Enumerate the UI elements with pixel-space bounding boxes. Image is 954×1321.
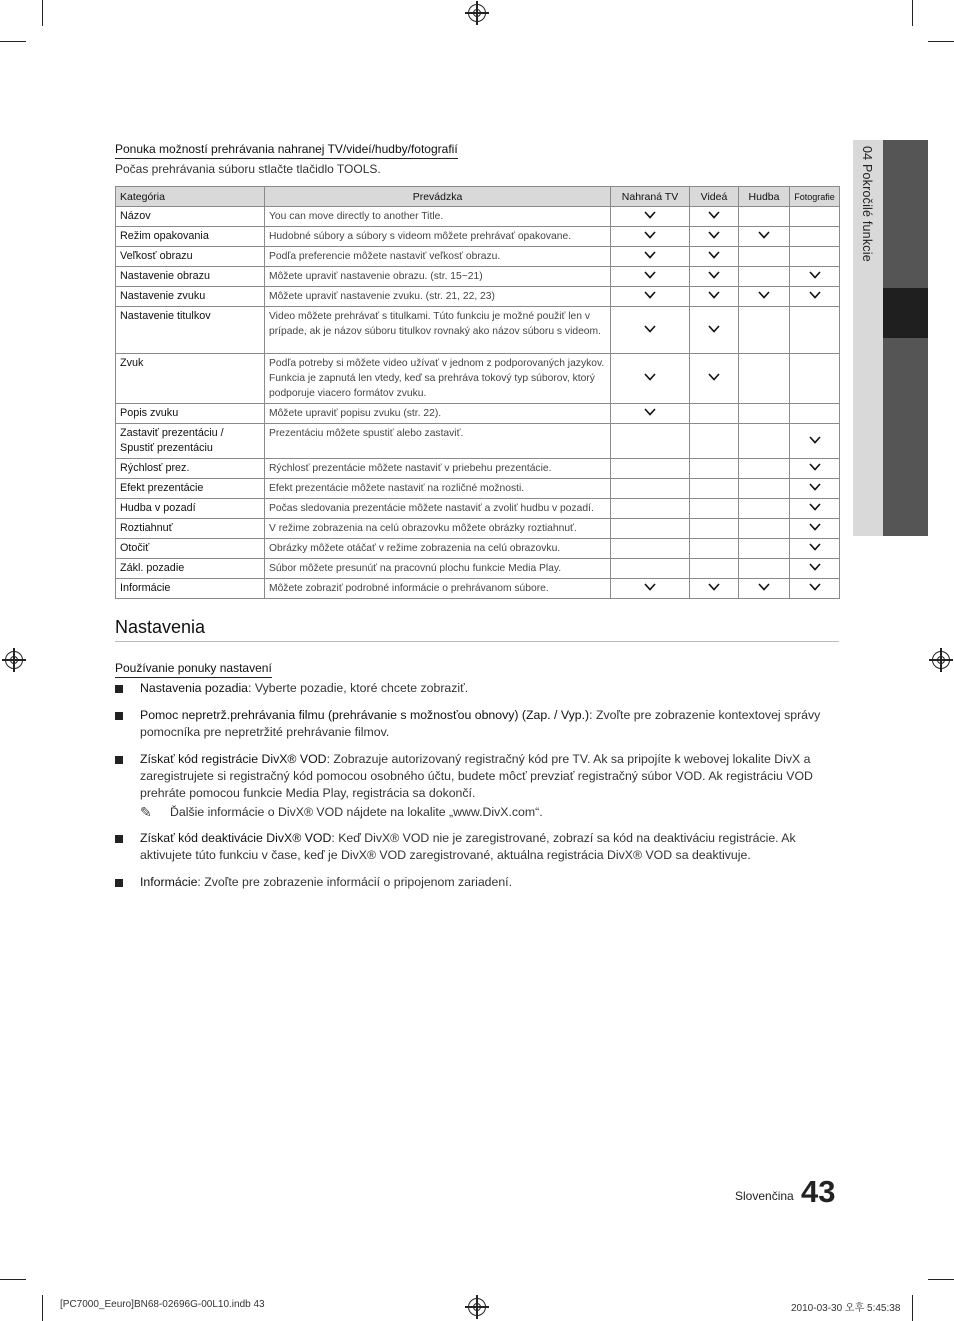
support-cell <box>790 287 840 307</box>
description-cell: Môžete upraviť nastavenie obrazu. (str. 15~21) <box>265 267 611 287</box>
playback-options-heading-wrap <box>115 140 458 159</box>
support-cell <box>739 287 790 307</box>
section-divider <box>115 641 839 642</box>
bullet-text: : Zvoľte pre zobrazenie kontextovej správy pomocníka pre nepretržité prehrávanie filmov. <box>140 708 821 739</box>
category-cell: Nastavenie zvuku <box>116 287 265 307</box>
chevron-down-icon <box>708 270 720 282</box>
category-cell: Efekt prezentácie <box>116 479 265 499</box>
list-item <box>115 680 840 697</box>
support-cell <box>690 354 739 404</box>
settings-subheading: Používanie ponuky nastavení <box>115 661 272 678</box>
description-cell: Obrázky môžete otáčať v režime zobrazenia na celú obrazovku. <box>265 539 611 559</box>
description-cell: Rýchlosť prezentácie môžete nastaviť v priebehu prezentácie. <box>265 459 611 479</box>
category-cell: Názov <box>116 207 265 227</box>
table-row <box>116 479 840 499</box>
support-cell <box>739 227 790 247</box>
intro-text <box>115 162 381 176</box>
support-cell <box>690 287 739 307</box>
description-cell: You can move directly to another Title. <box>265 207 611 227</box>
support-cell <box>790 404 840 424</box>
header-music: Hudba <box>739 187 790 207</box>
support-cell <box>790 579 840 599</box>
category-cell: Roztiahnuť <box>116 519 265 539</box>
support-cell <box>790 227 840 247</box>
category-cell: Režim opakovania <box>116 227 265 247</box>
registration-mark-icon <box>932 651 950 669</box>
bullet-square-icon <box>115 712 123 720</box>
registration-mark-icon <box>468 4 486 22</box>
table-row <box>116 354 840 404</box>
chevron-down-icon <box>809 435 821 447</box>
support-cell <box>790 479 840 499</box>
header-videos: Videá <box>690 187 739 207</box>
options-table <box>115 186 840 599</box>
support-cell <box>739 499 790 519</box>
chevron-down-icon <box>644 582 656 594</box>
header-recorded-tv: Nahraná TV <box>611 187 690 207</box>
support-cell <box>739 519 790 539</box>
support-cell <box>739 307 790 354</box>
support-cell <box>790 307 840 354</box>
support-cell <box>739 404 790 424</box>
crop-mark <box>0 1279 26 1280</box>
chevron-down-icon <box>758 582 770 594</box>
side-tab-label: 04 Pokročilé funkcie <box>860 146 874 262</box>
chevron-down-icon <box>644 250 656 262</box>
description-cell: Hudobné súbory a súbory s videom môžete prehrávať opakovane. <box>265 227 611 247</box>
support-cell <box>611 267 690 287</box>
category-cell: Zastaviť prezentáciu / Spustiť prezentáciu <box>116 424 265 459</box>
support-cell <box>611 287 690 307</box>
print-slug-file: [PC7000_Eeuro]BN68-02696G-00L10.indb 43 <box>60 1299 265 1310</box>
description-cell: Prezentáciu môžete spustiť alebo zastaviť. <box>265 424 611 459</box>
description-cell: V režime zobrazenia na celú obrazovku môžete obrázky roztiahnuť. <box>265 519 611 539</box>
chevron-down-icon <box>809 462 821 474</box>
bullet-square-icon <box>115 685 123 693</box>
category-cell: Informácie <box>116 579 265 599</box>
support-cell <box>790 424 840 459</box>
support-cell <box>739 459 790 479</box>
support-cell <box>611 307 690 354</box>
header-photos: Fotografie <box>790 187 840 207</box>
support-cell <box>611 479 690 499</box>
chevron-down-icon <box>644 270 656 282</box>
support-cell <box>790 354 840 404</box>
table-row <box>116 539 840 559</box>
chevron-down-icon <box>758 290 770 302</box>
language-label: Slovenčina <box>735 1189 794 1203</box>
bullet-text: : Zobrazuje autorizovaný registračný kód pre TV. Ak sa pripojíte k webovej lokalite DivX a zaregistrujete si registračný kód pomocou osobného účtu, budete môcť prevziať registračný súbor VOD. Ak registráciu VOD prehráte pomocou funkcie Media Play, registrácia sa dokončí. <box>140 752 813 800</box>
category-cell: Popis zvuku <box>116 404 265 424</box>
support-cell <box>611 227 690 247</box>
crop-mark <box>912 1295 913 1321</box>
table-header-row <box>116 187 840 207</box>
support-cell <box>739 267 790 287</box>
category-cell: Rýchlosť prez. <box>116 459 265 479</box>
bullet-square-icon <box>115 835 123 843</box>
table-row <box>116 227 840 247</box>
category-cell: Nastavenie titulkov <box>116 307 265 354</box>
side-tab-active-marker <box>883 288 928 338</box>
category-cell: Veľkosť obrazu <box>116 247 265 267</box>
support-cell <box>690 459 739 479</box>
table-row <box>116 404 840 424</box>
list-item <box>115 707 840 741</box>
category-cell: Zákl. pozadie <box>116 559 265 579</box>
support-cell <box>611 499 690 519</box>
support-cell <box>790 559 840 579</box>
chevron-down-icon <box>809 562 821 574</box>
list-item <box>115 751 840 802</box>
description-cell: Efekt prezentácie môžete nastaviť na rozličné možnosti. <box>265 479 611 499</box>
support-cell <box>690 307 739 354</box>
pencil-icon: ✎ <box>140 804 152 820</box>
support-cell <box>790 499 840 519</box>
crop-mark <box>928 41 954 42</box>
bullet-square-icon <box>115 879 123 887</box>
playback-options-heading: Ponuka možností prehrávania nahranej TV/videí/hudby/fotografií <box>115 142 458 159</box>
header-operation: Prevádzka <box>265 187 611 207</box>
crop-mark <box>42 0 43 26</box>
chevron-down-icon <box>809 502 821 514</box>
crop-mark <box>0 41 26 42</box>
support-cell <box>739 424 790 459</box>
support-cell <box>790 267 840 287</box>
chevron-down-icon <box>809 582 821 594</box>
print-slug-date: 2010-03-30 오후 5:45:38 <box>791 1303 901 1314</box>
chevron-down-icon <box>644 210 656 222</box>
chevron-down-icon <box>644 407 656 419</box>
bullet-term: Informácie <box>140 875 198 889</box>
chevron-down-icon <box>644 230 656 242</box>
category-cell: Nastavenie obrazu <box>116 267 265 287</box>
chevron-down-icon <box>809 542 821 554</box>
chevron-down-icon <box>708 372 720 384</box>
chevron-down-icon <box>708 250 720 262</box>
bullet-term: Získať kód deaktivácie DivX® VOD <box>140 831 332 845</box>
chevron-down-icon <box>708 230 720 242</box>
support-cell <box>690 539 739 559</box>
description-cell: Súbor môžete presunúť na pracovnú plochu funkcie Media Play. <box>265 559 611 579</box>
support-cell <box>690 424 739 459</box>
support-cell <box>739 539 790 559</box>
support-cell <box>739 354 790 404</box>
table-row <box>116 459 840 479</box>
support-cell <box>790 459 840 479</box>
chevron-down-icon <box>809 270 821 282</box>
support-cell <box>690 479 739 499</box>
side-tab-band <box>883 140 928 288</box>
settings-list <box>115 680 840 898</box>
registration-mark-icon <box>5 651 23 669</box>
support-cell <box>790 519 840 539</box>
support-cell <box>611 579 690 599</box>
chevron-down-icon <box>809 482 821 494</box>
description-cell: Môžete upraviť popisu zvuku (str. 22). <box>265 404 611 424</box>
chevron-down-icon <box>644 372 656 384</box>
support-cell <box>790 207 840 227</box>
chevron-down-icon <box>758 230 770 242</box>
support-cell <box>739 479 790 499</box>
bullet-term: Získať kód registrácie DivX® VOD <box>140 752 327 766</box>
support-cell <box>739 207 790 227</box>
support-cell <box>790 539 840 559</box>
settings-subheading-wrap <box>115 659 272 678</box>
tools-key: TOOLS <box>336 162 378 176</box>
bullet-term: Pomoc nepretrž.prehrávania filmu (prehrávanie s možnosťou obnovy) (Zap. / Vyp.) <box>140 708 590 722</box>
note-row <box>115 804 840 821</box>
chevron-down-icon <box>708 290 720 302</box>
settings-title: Nastavenia <box>115 617 206 637</box>
header-category: Kategória <box>116 187 265 207</box>
intro-text-after: . <box>377 162 381 176</box>
bullet-square-icon <box>115 756 123 764</box>
list-item <box>115 830 840 864</box>
support-cell <box>690 267 739 287</box>
chevron-down-icon <box>708 324 720 336</box>
support-cell <box>690 227 739 247</box>
side-tab-band <box>883 338 928 536</box>
table-row <box>116 207 840 227</box>
support-cell <box>690 404 739 424</box>
intro-text-before: Počas prehrávania súboru stlačte tlačidlo <box>115 162 337 176</box>
support-cell <box>611 404 690 424</box>
crop-mark <box>928 1279 954 1280</box>
page-number: 43 <box>801 1174 836 1209</box>
support-cell <box>611 424 690 459</box>
bullet-text: : Keď DivX® VOD nie je zaregistrované, zobrazí sa kód na deaktiváciu registrácie. Ak aktivujete túto funkciu v čase, keď je DivX® VOD zaregistrované, aktuálna registrácia DivX® VOD sa deaktivuje. <box>140 831 796 862</box>
table-row <box>116 579 840 599</box>
chevron-down-icon <box>809 522 821 534</box>
support-cell <box>611 539 690 559</box>
support-cell <box>790 247 840 267</box>
support-cell <box>611 247 690 267</box>
table-row <box>116 287 840 307</box>
note-text: Ďalšie informácie o DivX® VOD nájdete na lokalite „www.DivX.com“. <box>170 805 543 819</box>
list-item <box>115 874 840 891</box>
description-cell: Podľa preferencie môžete nastaviť veľkosť obrazu. <box>265 247 611 267</box>
support-cell <box>690 247 739 267</box>
support-cell <box>611 207 690 227</box>
bullet-text: : Zvoľte pre zobrazenie informácií o pripojenom zariadení. <box>197 875 513 889</box>
support-cell <box>690 207 739 227</box>
crop-mark <box>42 1295 43 1321</box>
support-cell <box>611 354 690 404</box>
bullet-text: : Vyberte pozadie, ktoré chcete zobraziť. <box>248 681 469 695</box>
description-cell: Video môžete prehrávať s titulkami. Túto funkciu je možné použiť len v prípade, ak je názov súboru titulkov rovnaký ako názov súboru s videom. <box>265 307 611 354</box>
table-row <box>116 267 840 287</box>
support-cell <box>690 519 739 539</box>
description-cell: Podľa potreby si môžete video užívať v jednom z podporovaných jazykov. Funkcia je zapnutá len vtedy, keď sa prehráva tokový typ súborov, ktorý podporuje viacero formátov zvuku. <box>265 354 611 404</box>
support-cell <box>690 499 739 519</box>
description-cell: Počas sledovania prezentácie môžete nastaviť a zvoliť hudbu v pozadí. <box>265 499 611 519</box>
category-cell: Otočiť <box>116 539 265 559</box>
category-cell: Zvuk <box>116 354 265 404</box>
support-cell <box>739 559 790 579</box>
support-cell <box>739 247 790 267</box>
category-cell: Hudba v pozadí <box>116 499 265 519</box>
crop-mark <box>912 0 913 26</box>
description-cell: Môžete zobraziť podrobné informácie o prehrávanom súbore. <box>265 579 611 599</box>
support-cell <box>690 559 739 579</box>
table-row <box>116 307 840 354</box>
table-row <box>116 424 840 459</box>
support-cell <box>690 579 739 599</box>
support-cell <box>739 579 790 599</box>
chevron-down-icon <box>809 290 821 302</box>
support-cell <box>611 559 690 579</box>
chevron-down-icon <box>644 290 656 302</box>
table-row <box>116 559 840 579</box>
table-row <box>116 247 840 267</box>
table-row <box>116 519 840 539</box>
registration-mark-icon <box>468 1298 486 1316</box>
bullet-term: Nastavenia pozadia <box>140 681 249 695</box>
chevron-down-icon <box>708 210 720 222</box>
chevron-down-icon <box>708 582 720 594</box>
chevron-down-icon <box>644 324 656 336</box>
support-cell <box>611 519 690 539</box>
description-cell: Môžete upraviť nastavenie zvuku. (str. 21, 22, 23) <box>265 287 611 307</box>
support-cell <box>611 459 690 479</box>
table-row <box>116 499 840 519</box>
